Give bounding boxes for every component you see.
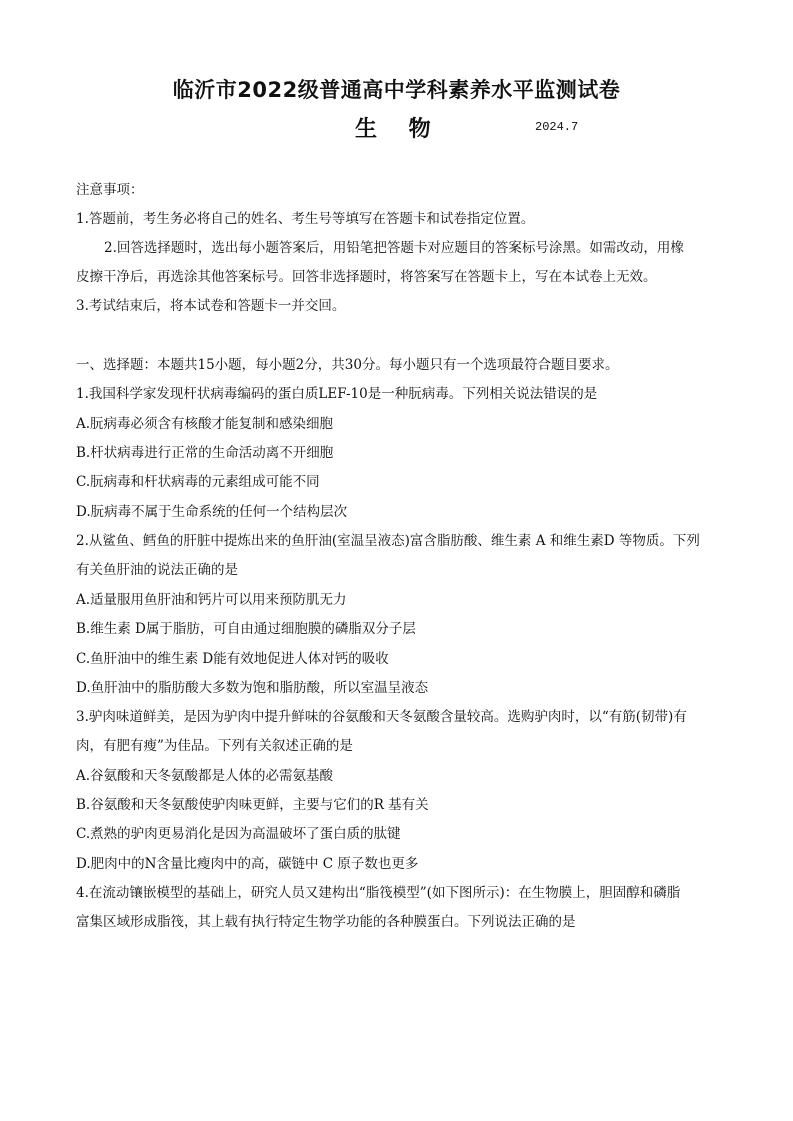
notes-heading: 注意事项： (76, 182, 144, 198)
question-3-option-d: D.肥肉中的N含量比瘦肉中的高，碳链中 C 原子数也更多 (76, 856, 419, 872)
question-3-option-a: A.谷氨酸和天冬氨酸都是人体的必需氨基酸 (76, 768, 334, 784)
exam-date: 2024.7 (535, 120, 579, 134)
question-2-option-c: C.鱼肝油中的维生素 D能有效地促进人体对钙的吸收 (76, 651, 389, 667)
question-2-option-d: D.鱼肝油中的脂肪酸大多数为饱和脂肪酸，所以室温呈液态 (76, 680, 429, 696)
question-3-stem-line-1: 3.驴肉味道鲜美，是因为驴肉中提升鲜味的谷氨酸和天冬氨酸含量较高。选购驴肉时，以“有筋(韧带)有 (76, 709, 687, 725)
section-heading: 一、选择题：本题共15小题，每小题2分，共30分。每小题只有一个选项最符合题目要求。 (76, 357, 619, 373)
exam-title: 临沂市2022级普通高中学科素养水平监测试卷 (172, 78, 621, 102)
question-1-stem: 1.我国科学家发现杆状病毒编码的蛋白质LEF-10是一种朊病毒。下列相关说法错误的是 (76, 386, 598, 402)
question-1-option-d: D.朊病毒不属于生命系统的任何一个结构层次 (76, 504, 348, 520)
notes-item-2-line-2: 皮擦干净后，再选涂其他答案标号。回答非选择题时，将答案写在答题卡上，写在本试卷上无效。 (76, 269, 657, 285)
notes-item-2-line-1: 2.回答选择题时，选出每小题答案后，用铅笔把答题卡对应题目的答案标号涂黑。如需改动，用橡 (104, 240, 684, 256)
question-1-option-b: B.杆状病毒进行正常的生命活动离不开细胞 (76, 445, 334, 461)
subject-label: 生 物 (355, 117, 443, 142)
question-2-option-a: A.适量服用鱼肝油和钙片可以用来预防肌无力 (76, 592, 347, 608)
question-2-stem-line-2: 有关鱼肝油的说法正确的是 (76, 562, 238, 578)
question-4-stem-line-2: 富集区域形成脂筏，其上载有执行特定生物学功能的各种膜蛋白。下列说法正确的是 (76, 914, 576, 930)
question-2-option-b: B.维生素 D属于脂肪，可自由通过细胞膜的磷脂双分子层 (76, 621, 416, 637)
question-3-option-c: C.煮熟的驴肉更易消化是因为高温破坏了蛋白质的肽键 (76, 826, 401, 842)
question-3-stem-line-2: 肉，有肥有瘦”为佳品。下列有关叙述正确的是 (76, 738, 353, 754)
question-1-option-a: A.朊病毒必须含有核酸才能复制和感染细胞 (76, 416, 334, 432)
question-4-stem-line-1: 4.在流动镶嵌模型的基础上，研究人员又建构出“脂筏模型”(如下图所示)：在生物膜上，胆固醇和磷脂 (76, 885, 681, 901)
question-1-option-c: C.朊病毒和杆状病毒的元素组成可能不同 (76, 474, 320, 490)
notes-item-3: 3.考试结束后，将本试卷和答题卡一并交回。 (76, 298, 346, 314)
question-2-stem-line-1: 2.从鲨鱼、鳕鱼的肝脏中提炼出来的鱼肝油(室温呈液态)富含脂肪酸、维生素 A 和维生素D 等物质。下列 (76, 533, 700, 549)
notes-item-1: 1.答题前，考生务必将自己的姓名、考生号等填写在答题卡和试卷指定位置。 (76, 211, 535, 227)
question-3-option-b: B.谷氨酸和天冬氨酸使驴肉味更鲜，主要与它们的R 基有关 (76, 797, 429, 813)
